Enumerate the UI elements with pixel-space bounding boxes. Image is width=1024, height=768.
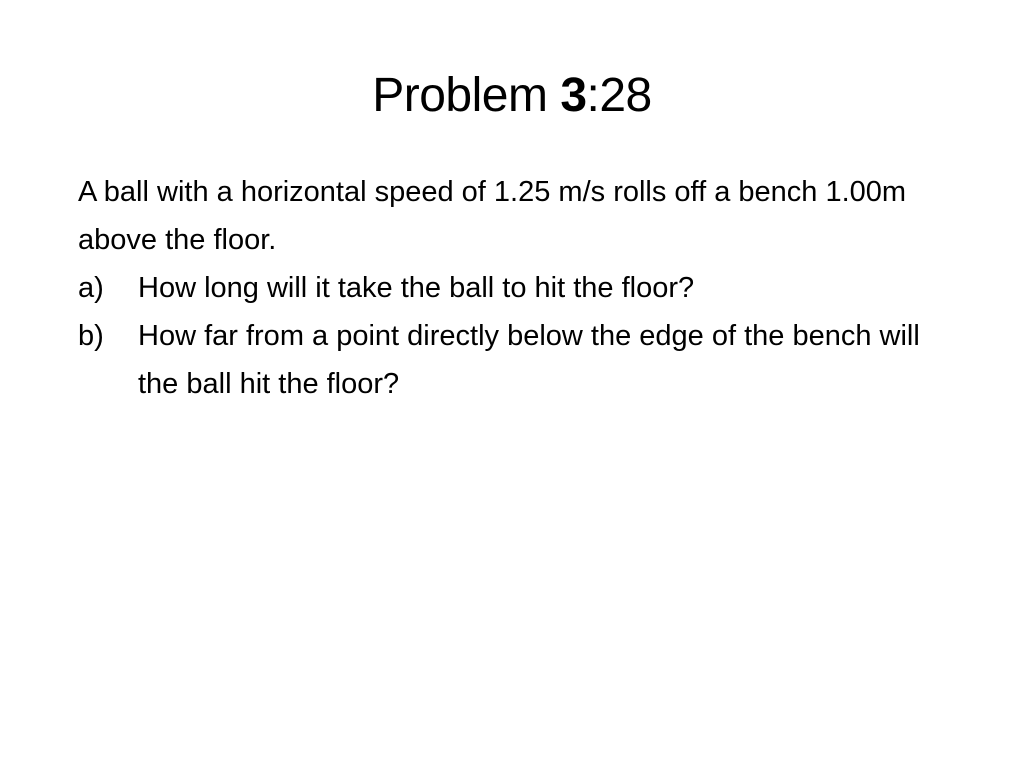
question-text-b: How far from a point directly below the edge of the bench will the ball hit the floor? [138, 320, 920, 400]
title-prefix: Problem [372, 69, 561, 122]
title-problem-number: 3 [560, 69, 587, 122]
title-suffix: :28 [586, 69, 652, 122]
question-text-a: How long will it take the ball to hit the floor? [138, 272, 695, 304]
question-marker-b: b) [78, 320, 104, 352]
slide-title [0, 64, 1024, 128]
question-item-a [78, 264, 938, 312]
problem-body [78, 168, 938, 408]
problem-intro: A ball with a horizontal speed of 1.25 m/s rolls off a bench 1.00m above the floor. [78, 176, 907, 256]
question-marker-a: a) [78, 272, 104, 304]
question-item-b [78, 312, 938, 408]
